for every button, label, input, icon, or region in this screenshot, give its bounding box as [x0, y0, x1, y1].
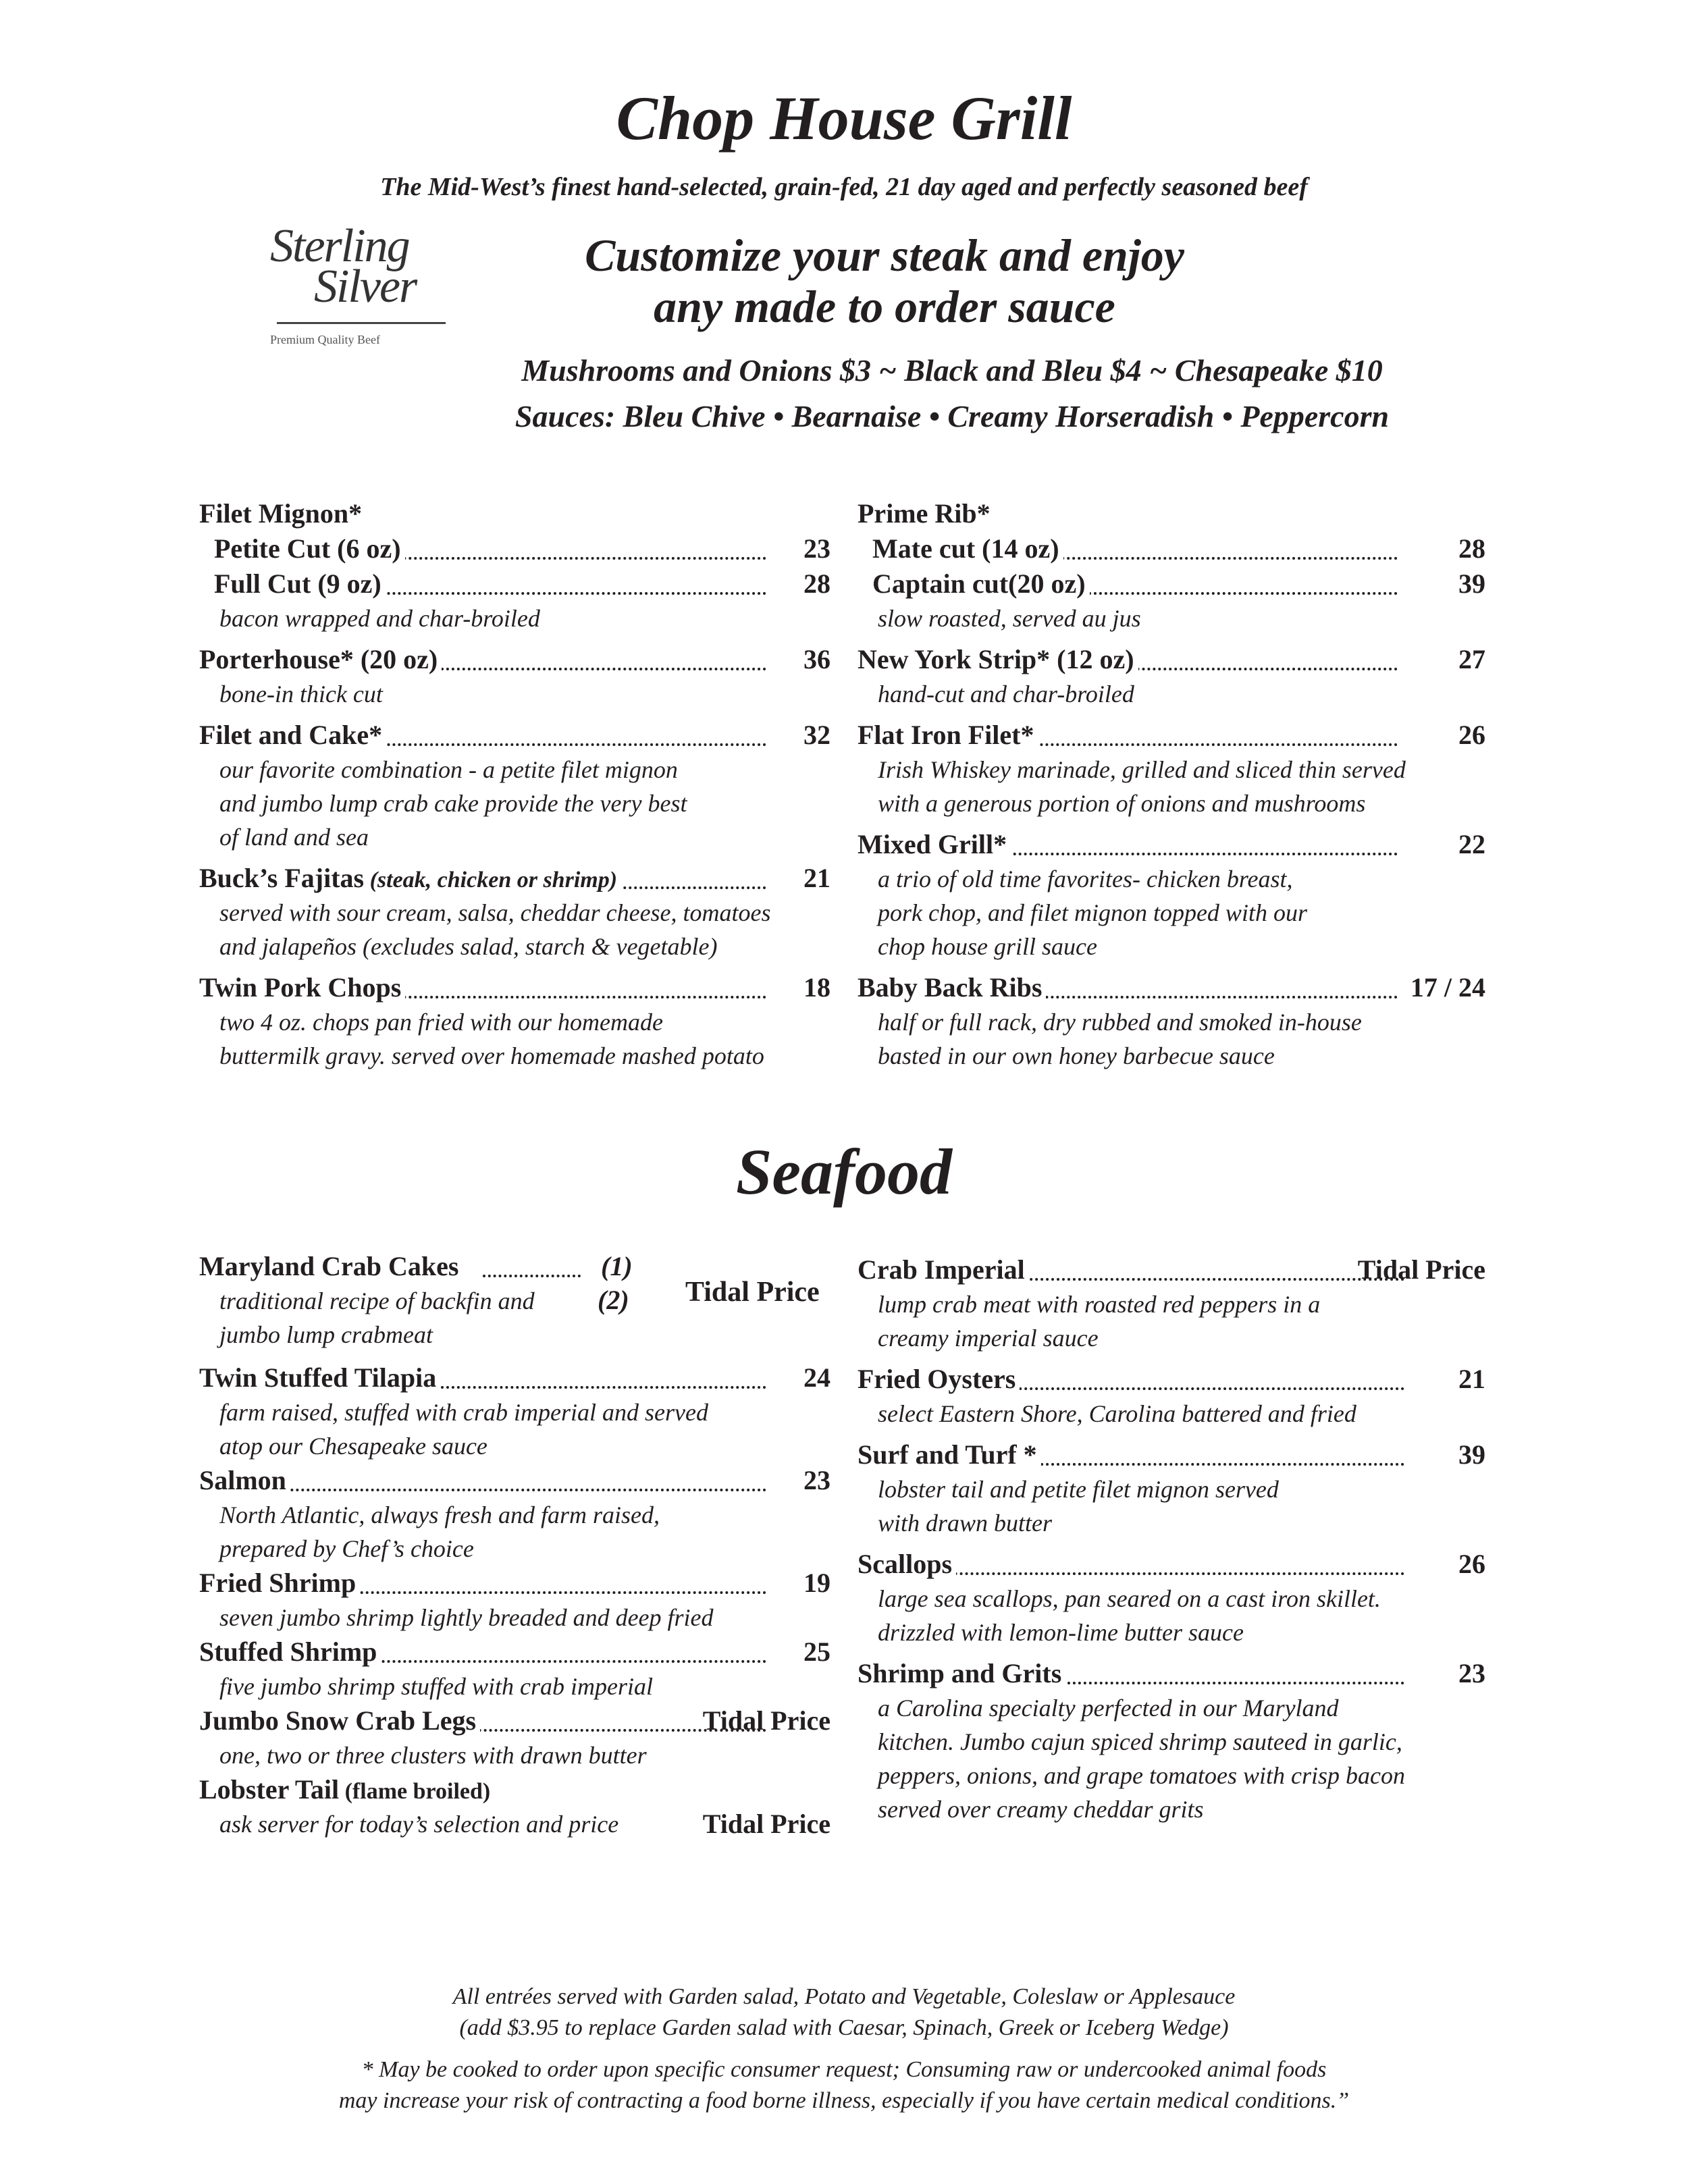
seafood-right-column — [858, 1252, 1489, 1826]
item-name: Shrimp and Grits — [858, 1656, 1065, 1691]
item-desc: North Atlantic, always fresh and farm raised, — [219, 1501, 660, 1528]
seafood-left-column — [199, 1360, 841, 1841]
item-desc: half or full rack, dry rubbed and smoked in-house — [878, 1009, 1362, 1036]
item-desc: a trio of old time favorites- chicken breast, — [878, 865, 1293, 893]
item-price: Tidal Price — [1357, 1254, 1485, 1285]
item-name: Lobster Tail (flame broiled) — [199, 1772, 494, 1809]
item-price: 23 — [1458, 1658, 1485, 1688]
menu-item — [199, 861, 841, 896]
customize-line-2: any made to order sauce — [654, 281, 1115, 332]
item-name: Fried Shrimp — [199, 1566, 360, 1601]
menu-item — [858, 566, 1489, 602]
menu-item — [199, 1772, 841, 1807]
crab-cake-qty-2: (2) — [598, 1285, 629, 1315]
item-desc: kitchen. Jumbo cajun spiced shrimp sauteed in garlic, — [878, 1728, 1402, 1755]
item-name: Full Cut (9 oz) — [214, 566, 386, 602]
item-desc-text: ask server for today’s selection and price — [219, 1811, 619, 1838]
item-price: 18 — [803, 972, 830, 1003]
item-price: 21 — [1458, 1364, 1485, 1394]
item-name: Filet and Cake* — [199, 718, 386, 753]
item-price: 24 — [803, 1362, 830, 1393]
menu-item — [858, 1362, 1489, 1397]
menu-item — [199, 1360, 841, 1395]
item-desc: farm raised, stuffed with crab imperial and served — [219, 1399, 708, 1426]
item-price: 17 / 24 — [1410, 972, 1485, 1003]
item-desc: creamy imperial sauce — [878, 1325, 1099, 1352]
item-subtitle: (flame broiled) — [339, 1779, 491, 1804]
logo-word-2: Silver — [314, 261, 417, 313]
item-name: Scallops — [858, 1547, 956, 1582]
customize-line-1: Customize your steak and enjoy — [585, 230, 1184, 281]
item-price: 25 — [803, 1636, 830, 1667]
item-name: Twin Stuffed Tilapia — [199, 1360, 440, 1395]
menu-item — [199, 1566, 841, 1601]
item-name: Petite Cut (6 oz) — [214, 531, 405, 566]
item-name: Filet Mignon* — [199, 496, 366, 531]
footer-line-3: * May be cooked to order upon specific consumer request; Consuming raw or undercooked animal foods — [361, 2057, 1327, 2082]
item-desc: slow roasted, served au jus — [878, 605, 1141, 632]
menu-item — [858, 1252, 1489, 1287]
item-price: 22 — [1458, 829, 1485, 859]
menu-tagline: The Mid-West’s finest hand-selected, grain-fed, 21 day aged and perfectly seasoned beef — [380, 173, 1308, 201]
item-desc: seven jumbo shrimp lightly breaded and deep fried — [219, 1604, 714, 1631]
item-name: Salmon — [199, 1463, 290, 1498]
item-desc: peppers, onions, and grape tomatoes with crisp bacon — [878, 1762, 1405, 1789]
maryland-crab-cakes — [199, 1249, 847, 1367]
item-desc: prepared by Chef’s choice — [219, 1535, 474, 1562]
item-price: 36 — [803, 644, 830, 674]
item-desc: drizzled with lemon-lime butter sauce — [878, 1619, 1244, 1646]
footer-notes — [0, 1981, 1688, 2116]
menu-item — [199, 1463, 841, 1498]
item-desc: and jalapeños (excludes salad, starch & vegetable) — [219, 933, 718, 960]
item-price: 23 — [803, 533, 830, 564]
customize-heading — [527, 230, 1242, 332]
leader-dots — [483, 1242, 581, 1277]
item-name: Captain cut(20 oz) — [872, 566, 1090, 602]
footer-line-4: may increase your risk of contracting a food borne illness, especially if you have certain medical conditions.” — [338, 2088, 1350, 2113]
item-price: 39 — [1458, 1439, 1485, 1470]
menu-item — [199, 718, 841, 753]
item-desc: with drawn butter — [878, 1510, 1053, 1537]
item-name: Flat Iron Filet* — [858, 718, 1038, 753]
item-desc: of land and sea — [219, 824, 369, 851]
item-name: Crab Imperial — [858, 1252, 1029, 1287]
crab-cake-qty-1: (1) — [601, 1251, 633, 1281]
item-desc: one, two or three clusters with drawn butter — [219, 1742, 647, 1769]
item-price: Tidal Price — [702, 1809, 830, 1839]
item-desc: lobster tail and petite filet mignon served — [878, 1476, 1279, 1503]
leader-dots — [885, 1540, 1404, 1575]
item-price: 28 — [803, 568, 830, 599]
item-desc — [199, 1807, 841, 1841]
menu-item — [858, 642, 1489, 677]
item-name: Twin Pork Chops — [199, 970, 405, 1005]
item-desc: atop our Chesapeake sauce — [219, 1433, 487, 1460]
item-name: Buck’s Fajitas (steak, chicken or shrimp) — [199, 861, 621, 898]
item-name: Stuffed Shrimp — [199, 1634, 381, 1670]
item-desc: bone-in thick cut — [219, 681, 383, 708]
item-desc: hand-cut and char-broiled — [878, 681, 1134, 708]
item-name: Baby Back Ribs — [858, 970, 1046, 1005]
item-price: 23 — [803, 1465, 830, 1495]
menu-item — [199, 970, 841, 1005]
steak-sauces: Sauces: Bleu Chive • Bearnaise • Creamy Horseradish • Peppercorn — [515, 399, 1390, 433]
item-desc: jumbo lump crabmeat — [219, 1321, 433, 1348]
steaks-left-column — [199, 496, 841, 1073]
item-desc: served with sour cream, salsa, cheddar cheese, tomatoes — [219, 899, 771, 926]
item-name: Porterhouse* (20 oz) — [199, 642, 442, 677]
item-desc: lump crab meat with roasted red peppers in a — [878, 1291, 1321, 1318]
item-desc: pork chop, and filet mignon topped with our — [878, 899, 1307, 926]
item-desc: and jumbo lump crab cake provide the very best — [219, 790, 687, 817]
menu-item — [858, 1437, 1489, 1472]
logo-arrow-line — [277, 322, 446, 324]
item-name: Maryland Crab Cakes — [199, 1249, 463, 1284]
item-price: 26 — [1458, 720, 1485, 750]
item-price: 19 — [803, 1568, 830, 1598]
leader-dots — [226, 1456, 766, 1491]
item-desc: large sea scallops, pan seared on a cast iron skillet. — [878, 1585, 1381, 1612]
item-name: Mixed Grill* — [858, 827, 1011, 862]
item-price: 26 — [1458, 1549, 1485, 1579]
footer-line-1: All entrées served with Garden salad, Potato and Vegetable, Coleslaw or Applesauce — [452, 1984, 1236, 2009]
logo-word-1: Sterling — [270, 220, 409, 272]
item-name: Fried Oysters — [858, 1362, 1020, 1397]
sterling-silver-logo — [250, 219, 486, 354]
item-name: Surf and Turf * — [858, 1437, 1041, 1472]
menu-item — [858, 1656, 1489, 1691]
item-desc: traditional recipe of backfin and — [219, 1287, 535, 1314]
item-name: New York Strip* (12 oz) — [858, 642, 1138, 677]
item-desc: served over creamy cheddar grits — [878, 1796, 1204, 1823]
menu-item — [858, 1547, 1489, 1582]
menu-item — [199, 566, 841, 602]
menu-item — [858, 970, 1489, 1005]
item-desc: basted in our own honey barbecue sauce — [878, 1042, 1275, 1069]
item-desc: bacon wrapped and char-broiled — [219, 605, 540, 632]
item-desc: a Carolina specialty perfected in our Maryland — [878, 1695, 1339, 1722]
item-price: 21 — [803, 863, 830, 893]
item-subtitle: (steak, chicken or shrimp) — [364, 868, 618, 893]
item-desc: buttermilk gravy. served over homemade mashed potato — [219, 1042, 764, 1069]
steak-addons: Mushrooms and Onions $3 ~ Black and Bleu $4 ~ Chesapeake $10 — [521, 353, 1383, 388]
item-desc: select Eastern Shore, Carolina battered and fried — [878, 1400, 1356, 1427]
item-name: Prime Rib* — [858, 496, 995, 531]
steaks-right-column — [858, 496, 1489, 1073]
item-desc: with a generous portion of onions and mushrooms — [878, 790, 1366, 817]
logo-subtitle: Premium Quality Beef — [270, 333, 380, 346]
item-name: Jumbo Snow Crab Legs — [199, 1703, 480, 1738]
menu-item — [858, 718, 1489, 753]
menu-item — [858, 827, 1489, 862]
item-desc: Irish Whiskey marinade, grilled and sliced thin served — [878, 756, 1406, 783]
seafood-heading: Seafood — [736, 1136, 952, 1208]
item-price: 39 — [1458, 568, 1485, 599]
menu-item — [199, 1703, 841, 1738]
item-desc: our favorite combination - a petite filet mignon — [219, 756, 678, 783]
footer-line-2: (add $3.95 to replace Garden salad with Caesar, Spinach, Greek or Iceberg Wedge) — [459, 2015, 1229, 2040]
item-desc: two 4 oz. chops pan fried with our homemade — [219, 1009, 663, 1036]
item-name: Mate cut (14 oz) — [872, 531, 1063, 566]
menu-item — [199, 642, 841, 677]
item-price: Tidal Price — [702, 1705, 830, 1736]
menu-item — [199, 1634, 841, 1670]
menu-title: Chop House Grill — [616, 84, 1072, 153]
item-price: 27 — [1458, 644, 1485, 674]
crab-cakes-price: Tidal Price — [685, 1277, 820, 1308]
item-price: 28 — [1458, 533, 1485, 564]
item-price: 32 — [803, 720, 830, 750]
item-desc: five jumbo shrimp stuffed with crab imperial — [219, 1673, 653, 1700]
item-desc: chop house grill sauce — [878, 933, 1097, 960]
